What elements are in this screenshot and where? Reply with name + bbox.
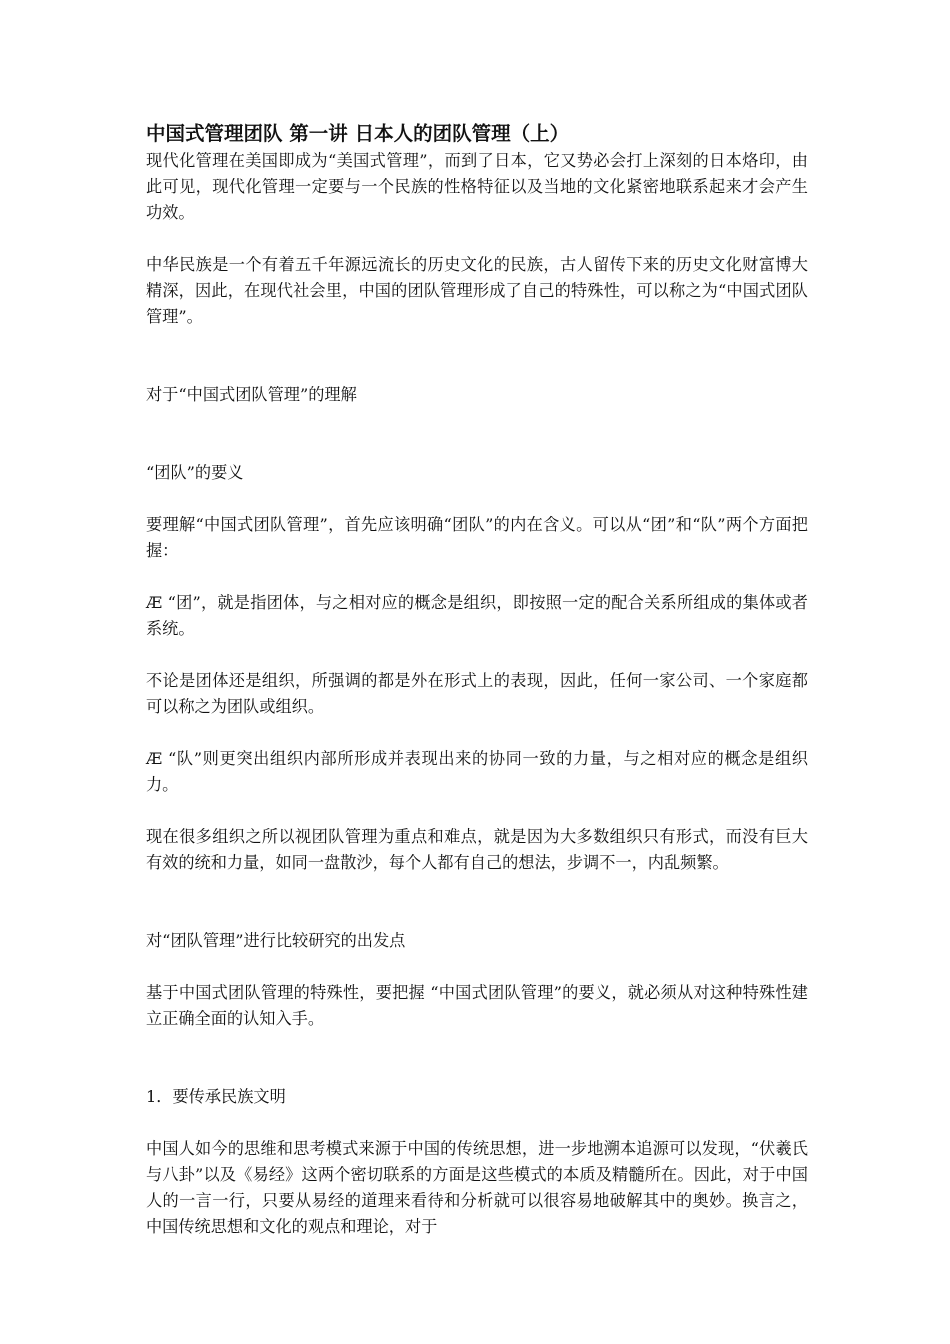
section-heading-understanding: 对于“中国式团队管理”的理解 <box>146 385 357 404</box>
paragraph-organization-form: 不论是团体还是组织，所强调的都是外在形式上的表现，因此，任何一家公司、一个家庭都可以称之为团队或组织。 <box>146 671 808 716</box>
section-heading-team-meaning: “团队”的要义 <box>146 463 244 482</box>
bullet-tuan: Æ “团”，就是指团体，与之相对应的概念是组织，即按照一定的配合关系所组成的集体或者系统。 <box>146 593 808 638</box>
document-page <box>146 120 808 1240</box>
section-heading-comparison: 对“团队管理”进行比较研究的出发点 <box>146 931 406 950</box>
section-heading-inherit-civilization: 1．要传承民族文明 <box>146 1087 286 1106</box>
paragraph-intro-us-japan: 现代化管理在美国即成为“美国式管理”，而到了日本，它又势必会打上深刻的日本烙印，由此可见，现代化管理一定要与一个民族的性格特征以及当地的文化紧密地联系起来才会产生功效。 <box>146 151 808 222</box>
paragraph-team-difficulty: 现在很多组织之所以视团队管理为重点和难点，就是因为大多数组织只有形式，而没有巨大有效的统和力量，如同一盘散沙，每个人都有自己的想法，步调不一，内乱频繁。 <box>146 827 808 872</box>
paragraph-traditional-thought: 中国人如今的思维和思考模式来源于中国的传统思想，进一步地溯本追源可以发现，“伏羲氏与八卦”以及《易经》这两个密切联系的方面是这些模式的本质及精髓所在。因此，对于中国人的一言一行，只要从易经的道理来看待和分析就可以很容易地破解其中的奥妙。换言之，中国传统思想和文化的观点和理论，对于 <box>146 1139 808 1236</box>
paragraph-comparison-basis: 基于中国式团队管理的特殊性，要把握 “中国式团队管理”的要义，就必须从对这种特殊性建立正确全面的认知入手。 <box>146 983 808 1028</box>
bullet-dui: Æ “队”则更突出组织内部所形成并表现出来的协同一致的力量，与之相对应的概念是组织力。 <box>146 749 808 794</box>
paragraph-team-definition: 要理解“中国式团队管理”，首先应该明确“团队”的内在含义。可以从“团”和“队”两个方面把握： <box>146 515 808 560</box>
document-title: 中国式管理团队 第一讲 日本人的团队管理（上） <box>146 122 570 145</box>
paragraph-chinese-nation: 中华民族是一个有着五千年源远流长的历史文化的民族，古人留传下来的历史文化财富博大精深，因此，在现代社会里，中国的团队管理形成了自己的特殊性，可以称之为“中国式团队管理”。 <box>146 255 808 326</box>
